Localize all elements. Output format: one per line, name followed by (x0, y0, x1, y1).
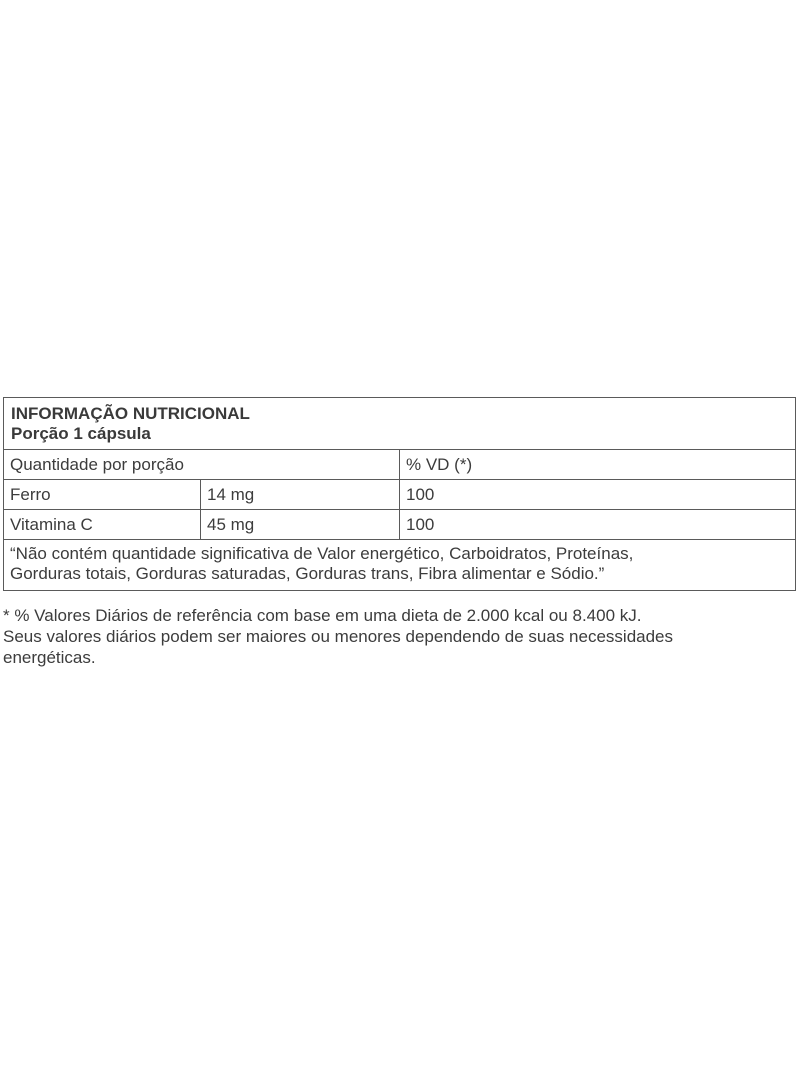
footnote-line: energéticas. (3, 648, 96, 667)
footnote-line: * % Valores Diários de referência com base em uma dieta de 2.000 kcal ou 8.400 kJ. (3, 606, 642, 625)
table-row (4, 509, 795, 539)
nutrient-amount: 14 mg (201, 480, 400, 509)
nutrient-daily-value: 100 (406, 515, 435, 534)
table-note-line: “Não contém quantidade significativa de Valor energético, Carboidratos, Proteínas, (10, 544, 634, 563)
column-header-row (4, 449, 795, 479)
nutrient-name: Ferro (4, 480, 201, 509)
quantity-header: Quantidade por porção (4, 450, 400, 479)
nutrient-name: Vitamina C (4, 510, 201, 539)
footnote-line: Seus valores diários podem ser maiores ou menores dependendo de suas necessidades (3, 627, 674, 646)
nutrient-amount: 45 mg (201, 510, 400, 539)
table-note-line: Gorduras totais, Gorduras saturadas, Gorduras trans, Fibra alimentar e Sódio.” (10, 564, 605, 583)
nutrition-facts-table (3, 397, 796, 591)
serving-size: Porção 1 cápsula (11, 424, 151, 443)
table-header (4, 398, 795, 449)
daily-value-header: % VD (*) (406, 455, 473, 474)
table-note (4, 539, 795, 590)
nutrient-daily-value: 100 (406, 485, 435, 504)
table-title: INFORMAÇÃO NUTRICIONAL (11, 404, 250, 423)
daily-value-footnote (3, 605, 798, 668)
table-row (4, 479, 795, 509)
